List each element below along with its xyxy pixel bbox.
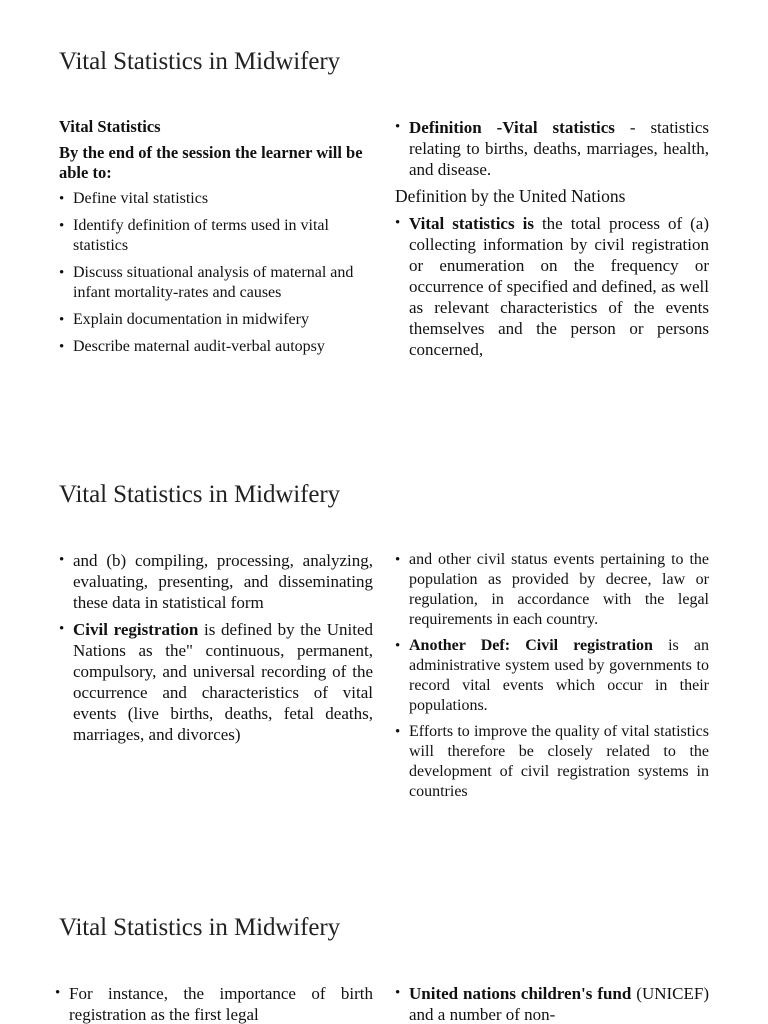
- definition-text: the total process of (a) collecting information by civil registration or enumeration on the frequency or occurrence of specified and defined, as well as relevant characteristics of the events themselves and the person or persons concerned,: [409, 214, 709, 359]
- bullet-list: [59, 550, 373, 745]
- left-column: [59, 550, 373, 751]
- objectives-intro: By the end of the session the learner will be able to:: [59, 143, 363, 182]
- list-item: • Discuss situational analysis of maternal and infant mortality-rates and causes: [59, 263, 373, 303]
- bullet-list: [395, 983, 709, 1024]
- un-definition-list: [395, 213, 709, 360]
- term-bold: Civil registration: [73, 620, 199, 639]
- definition-term: Vital statistics is: [409, 214, 534, 233]
- list-item: • Explain documentation in midwifery: [59, 310, 373, 330]
- section-heading: Vital Statistics: [59, 117, 161, 136]
- list-item: • Define vital statistics: [59, 189, 373, 209]
- left-column: [55, 983, 373, 1024]
- list-item: • For instance, the importance of birth registration as the first legal: [55, 983, 373, 1024]
- term-text: is defined by the United Nations as the" continuous, permanent, compulsory, and universal recording of the occurrence and characteristics of vital events (live births, deaths, fetal deaths, marriages, and divorces): [73, 620, 373, 744]
- term-bold: Another Def: Civil registration: [409, 637, 653, 654]
- term-bold: United nations children's fund: [409, 984, 632, 1003]
- list-item: • Identify definition of terms used in vital statistics: [59, 216, 373, 256]
- left-column: [59, 117, 373, 364]
- bullet-list: [395, 550, 709, 802]
- bullet-list: [55, 983, 373, 1024]
- list-item: • Efforts to improve the quality of vital statistics will therefore be closely related to the development of civil registration systems in countries: [395, 722, 709, 802]
- slide-1: [0, 0, 768, 433]
- term-text: is an administrative system used by governments to record vital events which occur in their populations.: [409, 637, 710, 714]
- right-column: [395, 117, 709, 366]
- term-text: (UNICEF) and a number of non-: [409, 984, 709, 1024]
- slide-title: Vital Statistics in Midwifery: [59, 914, 340, 941]
- right-column: [395, 550, 709, 808]
- list-item: [59, 619, 373, 745]
- list-item: • Describe maternal audit-verbal autopsy: [59, 337, 373, 357]
- definition-list: [395, 117, 709, 180]
- un-definition-label: Definition by the United Nations: [395, 186, 626, 206]
- list-item: [395, 213, 709, 360]
- objectives-list: [59, 189, 373, 357]
- list-item: [395, 636, 709, 716]
- list-item: • and (b) compiling, processing, analyzing, evaluating, presenting, and disseminating these data in statistical form: [59, 550, 373, 613]
- slide-3: [0, 866, 768, 1024]
- list-item: • and other civil status events pertaining to the population as provided by decree, law or regulation, in accordance with the legal requirements in each country.: [395, 550, 709, 630]
- definition-term: Definition -Vital statistics: [409, 118, 615, 137]
- definition-text: - statistics relating to births, deaths, marriages, health, and disease.: [409, 118, 709, 179]
- right-column: [395, 983, 709, 1024]
- list-item: [395, 983, 709, 1024]
- slide-title: Vital Statistics in Midwifery: [59, 48, 340, 75]
- slide-2: [0, 433, 768, 866]
- list-item: [395, 117, 709, 180]
- slide-title: Vital Statistics in Midwifery: [59, 481, 340, 508]
